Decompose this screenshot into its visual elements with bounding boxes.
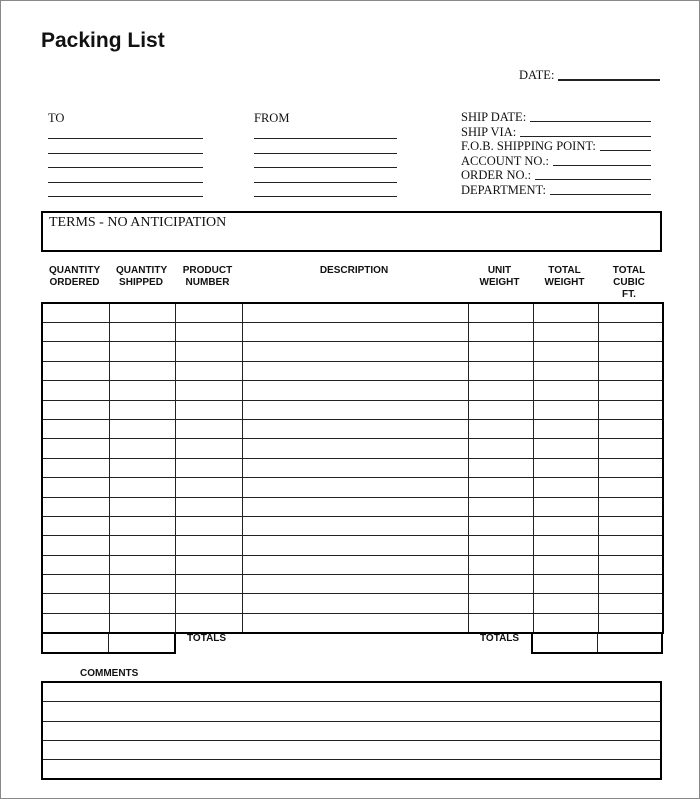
table-cell[interactable]	[243, 497, 469, 516]
ship-field-row	[461, 110, 651, 125]
comment-line[interactable]	[43, 722, 660, 741]
terms-text: TERMS - NO ANTICIPATION	[49, 215, 227, 230]
table-cell[interactable]	[243, 575, 469, 594]
table-cell[interactable]	[599, 555, 664, 574]
table-row	[42, 458, 663, 477]
ship-field-label: ACCOUNT NO.:	[461, 153, 549, 168]
totals-label-right: TOTALS	[480, 633, 520, 644]
table-cell[interactable]	[42, 516, 110, 535]
table-row	[42, 594, 663, 613]
table-cell[interactable]	[110, 516, 176, 535]
table-cell[interactable]	[534, 594, 599, 613]
table-cell[interactable]	[110, 497, 176, 516]
date-field[interactable]	[558, 79, 660, 81]
table-cell[interactable]	[110, 439, 176, 458]
table-cell[interactable]	[42, 497, 110, 516]
table-cell[interactable]	[176, 613, 243, 633]
table-cell[interactable]	[42, 555, 110, 574]
totals-label-left: TOTALS	[187, 633, 227, 644]
table-cell[interactable]	[534, 516, 599, 535]
table-cell[interactable]	[110, 555, 176, 574]
table-cell[interactable]	[176, 400, 243, 419]
table-cell[interactable]	[42, 478, 110, 497]
table-cell[interactable]	[469, 400, 534, 419]
to-address-line[interactable]	[48, 153, 203, 154]
column-header: UNIT WEIGHT	[479, 265, 520, 288]
ship-field-row	[461, 154, 651, 169]
table-row	[42, 536, 663, 555]
ship-field-label: SHIP DATE:	[461, 110, 527, 124]
to-address-line[interactable]	[48, 138, 203, 139]
table-cell[interactable]	[469, 478, 534, 497]
date-label: DATE:	[519, 68, 555, 82]
table-cell[interactable]	[469, 555, 534, 574]
table-row	[42, 575, 663, 594]
ship-field-input[interactable]	[535, 168, 651, 180]
table-row	[42, 613, 663, 633]
table-cell[interactable]	[243, 536, 469, 555]
table-row	[42, 555, 663, 574]
from-address-line[interactable]	[254, 167, 397, 168]
table-cell[interactable]	[599, 536, 664, 555]
comment-line[interactable]	[43, 683, 660, 702]
table-cell[interactable]	[534, 555, 599, 574]
table-cell[interactable]	[110, 613, 176, 633]
to-address-line[interactable]	[48, 196, 203, 197]
table-cell[interactable]	[599, 516, 664, 535]
column-header: TOTAL WEIGHT	[544, 265, 585, 288]
table-cell[interactable]	[110, 381, 176, 400]
table-row	[42, 419, 663, 438]
table-cell[interactable]	[599, 613, 664, 633]
table-cell[interactable]	[176, 594, 243, 613]
table-cell[interactable]	[176, 342, 243, 361]
total-weight[interactable]	[532, 633, 598, 653]
table-cell[interactable]	[110, 342, 176, 361]
table-cell[interactable]	[243, 439, 469, 458]
table-cell[interactable]	[534, 458, 599, 477]
table-cell[interactable]	[42, 536, 110, 555]
table-cell[interactable]	[42, 439, 110, 458]
table-cell[interactable]	[534, 381, 599, 400]
totals-right	[531, 632, 663, 654]
table-cell[interactable]	[599, 342, 664, 361]
table-cell[interactable]	[110, 419, 176, 438]
table-cell[interactable]	[469, 458, 534, 477]
table-cell[interactable]	[534, 439, 599, 458]
table-cell[interactable]	[176, 419, 243, 438]
from-address-line[interactable]	[254, 182, 397, 183]
table-cell[interactable]	[176, 458, 243, 477]
table-cell[interactable]	[243, 613, 469, 633]
ship-field-label: DEPARTMENT:	[461, 182, 546, 197]
table-cell[interactable]	[243, 516, 469, 535]
table-cell[interactable]	[599, 458, 664, 477]
ship-field-row	[461, 168, 651, 183]
table-cell[interactable]	[42, 303, 110, 323]
table-row	[42, 497, 663, 516]
table-row	[42, 400, 663, 419]
table-cell[interactable]	[176, 536, 243, 555]
comments-box	[41, 681, 662, 780]
to-address-line[interactable]	[48, 167, 203, 168]
table-cell[interactable]	[469, 536, 534, 555]
table-cell[interactable]	[42, 575, 110, 594]
comments-label: COMMENTS	[80, 668, 139, 679]
table-cell[interactable]	[534, 400, 599, 419]
ship-field-label: ORDER NO.:	[461, 168, 532, 182]
table-cell[interactable]	[176, 303, 243, 323]
table-cell[interactable]	[469, 516, 534, 535]
table-cell[interactable]	[243, 323, 469, 342]
ship-field-input[interactable]	[530, 110, 651, 122]
table-cell[interactable]	[176, 516, 243, 535]
table-row	[42, 478, 663, 497]
column-header: TOTAL CUBIC FT.	[612, 265, 646, 300]
table-cell[interactable]	[243, 361, 469, 380]
table-cell[interactable]	[469, 419, 534, 438]
table-cell[interactable]	[176, 381, 243, 400]
table-cell[interactable]	[110, 400, 176, 419]
table-cell[interactable]	[42, 323, 110, 342]
table-cell[interactable]	[534, 613, 599, 633]
table-cell[interactable]	[469, 497, 534, 516]
table-cell[interactable]	[469, 613, 534, 633]
table-cell[interactable]	[599, 594, 664, 613]
ship-field-row	[461, 183, 651, 198]
table-cell[interactable]	[110, 458, 176, 477]
table-cell[interactable]	[599, 361, 664, 380]
table-row	[42, 439, 663, 458]
table-cell[interactable]	[599, 439, 664, 458]
comment-line[interactable]	[43, 702, 660, 721]
table-cell[interactable]	[42, 613, 110, 633]
table-row	[42, 303, 663, 323]
page-title: Packing List	[41, 29, 165, 52]
table-cell[interactable]	[42, 400, 110, 419]
table-cell[interactable]	[42, 342, 110, 361]
ship-field-row	[461, 139, 651, 154]
table-cell[interactable]	[110, 536, 176, 555]
to-address-line[interactable]	[48, 182, 203, 183]
totals-left	[41, 632, 176, 654]
table-cell[interactable]	[599, 323, 664, 342]
table-cell[interactable]	[176, 323, 243, 342]
ship-field-row	[461, 125, 651, 140]
table-cell[interactable]	[42, 458, 110, 477]
table-cell[interactable]	[599, 497, 664, 516]
table-cell[interactable]	[599, 400, 664, 419]
table-row	[42, 323, 663, 342]
table-cell[interactable]	[534, 361, 599, 380]
table-cell[interactable]	[469, 342, 534, 361]
ship-field-input[interactable]	[553, 154, 651, 166]
comment-line[interactable]	[43, 760, 660, 778]
table-cell[interactable]	[110, 323, 176, 342]
table-cell[interactable]	[599, 381, 664, 400]
table-cell[interactable]	[176, 497, 243, 516]
table-cell[interactable]	[42, 361, 110, 380]
from-address-line[interactable]	[254, 196, 397, 197]
table-cell[interactable]	[469, 303, 534, 323]
table-cell[interactable]	[534, 419, 599, 438]
table-row	[42, 361, 663, 380]
table-cell[interactable]	[243, 419, 469, 438]
table-cell[interactable]	[176, 361, 243, 380]
terms-box	[41, 211, 662, 252]
total-qty-shipped[interactable]	[109, 633, 176, 653]
table-cell[interactable]	[534, 323, 599, 342]
table-cell[interactable]	[469, 381, 534, 400]
table-cell[interactable]	[469, 594, 534, 613]
ship-field-label: F.O.B. SHIPPING POINT:	[461, 139, 596, 153]
table-cell[interactable]	[599, 478, 664, 497]
table-cell[interactable]	[243, 458, 469, 477]
table-cell[interactable]	[243, 381, 469, 400]
table-cell[interactable]	[243, 478, 469, 497]
comment-line[interactable]	[43, 741, 660, 760]
from-address-line[interactable]	[254, 138, 397, 139]
table-cell[interactable]	[534, 303, 599, 323]
ship-field-input[interactable]	[520, 125, 651, 137]
column-header: QUANTITY SHIPPED	[116, 265, 168, 288]
table-cell[interactable]	[469, 439, 534, 458]
table-cell[interactable]	[110, 303, 176, 323]
total-qty-ordered[interactable]	[42, 633, 109, 653]
column-header: DESCRIPTION	[319, 265, 389, 276]
table-cell[interactable]	[243, 594, 469, 613]
table-cell[interactable]	[243, 342, 469, 361]
table-cell[interactable]	[469, 323, 534, 342]
table-row	[42, 381, 663, 400]
table-cell[interactable]	[534, 575, 599, 594]
table-row	[42, 516, 663, 535]
from-label: FROM	[254, 111, 290, 125]
table-cell[interactable]	[176, 555, 243, 574]
table-cell[interactable]	[599, 419, 664, 438]
table-cell[interactable]	[42, 419, 110, 438]
table-cell[interactable]	[243, 400, 469, 419]
table-cell[interactable]	[42, 381, 110, 400]
column-header: PRODUCT NUMBER	[182, 265, 233, 288]
table-cell[interactable]	[534, 497, 599, 516]
from-address-line[interactable]	[254, 153, 397, 154]
table-cell[interactable]	[243, 555, 469, 574]
table-cell[interactable]	[534, 342, 599, 361]
items-table	[41, 302, 664, 634]
table-cell[interactable]	[469, 361, 534, 380]
table-cell[interactable]	[176, 478, 243, 497]
table-cell[interactable]	[110, 478, 176, 497]
table-cell[interactable]	[176, 439, 243, 458]
table-row	[42, 342, 663, 361]
to-label: TO	[48, 111, 65, 125]
ship-field-input[interactable]	[550, 183, 651, 195]
table-cell[interactable]	[599, 575, 664, 594]
table-cell[interactable]	[469, 575, 534, 594]
table-cell[interactable]	[110, 575, 176, 594]
table-cell[interactable]	[599, 303, 664, 323]
table-cell[interactable]	[110, 594, 176, 613]
ship-field-input[interactable]	[600, 139, 651, 151]
table-cell[interactable]	[534, 536, 599, 555]
column-header: QUANTITY ORDERED	[49, 265, 101, 288]
table-cell[interactable]	[42, 594, 110, 613]
table-cell[interactable]	[243, 303, 469, 323]
table-cell[interactable]	[534, 478, 599, 497]
ship-field-label: SHIP VIA:	[461, 124, 517, 139]
total-cubic[interactable]	[598, 633, 663, 653]
table-cell[interactable]	[110, 361, 176, 380]
table-cell[interactable]	[176, 575, 243, 594]
